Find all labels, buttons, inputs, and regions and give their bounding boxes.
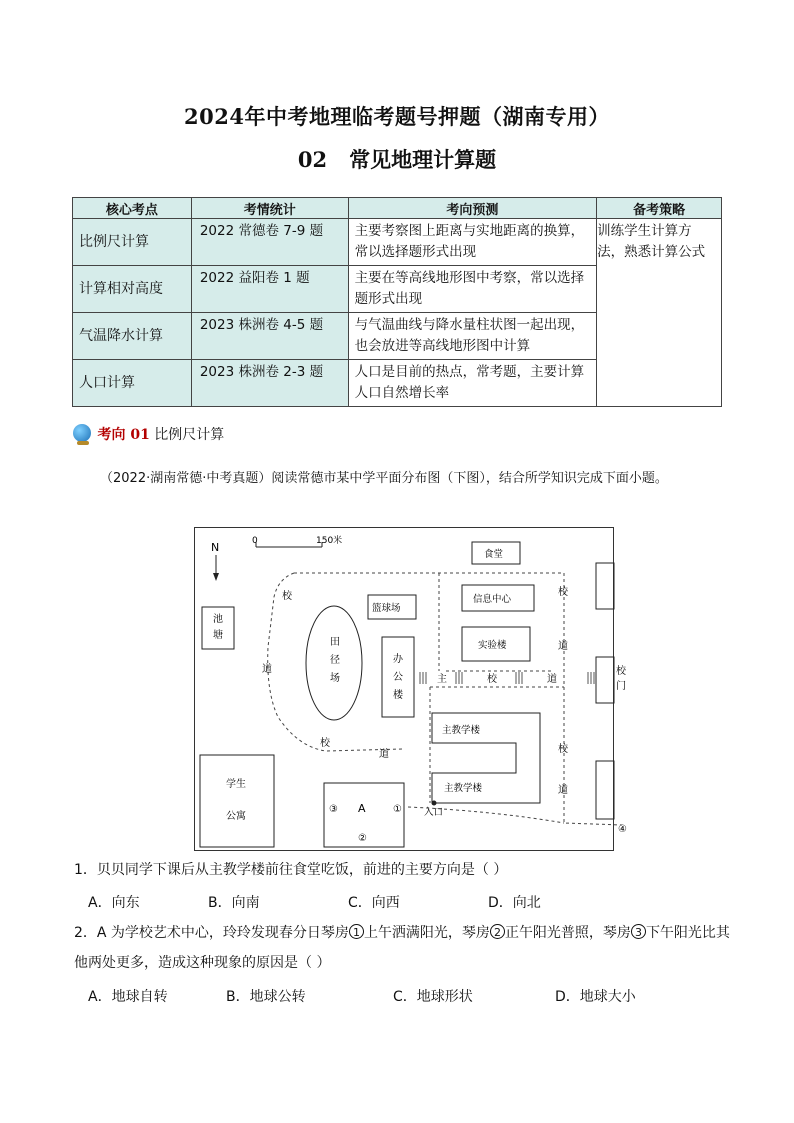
entrance-label: 入口 xyxy=(423,806,443,818)
road-label: 道 xyxy=(557,640,568,652)
forecast-cell: 人口是目前的热点，常考题，主要计算人口自然增长率 xyxy=(348,360,597,407)
stat-cell: 2023 株洲卷 4-5 题 xyxy=(191,313,348,360)
north-arrow xyxy=(211,541,219,581)
road-label: 校 xyxy=(557,743,568,755)
lab-label: 实验楼 xyxy=(477,639,507,651)
school-map xyxy=(194,527,627,851)
table-header-row xyxy=(73,198,722,219)
road-label: 道 xyxy=(378,748,389,760)
main-road xyxy=(420,672,594,685)
question-intro: （2022·湖南常德·中考真题）阅读常德市某中学平面分布图（下图），结合所学知识完成下面小题。 xyxy=(100,471,668,486)
table-header: 考向预测 xyxy=(348,198,597,219)
option-b[interactable]: B．向南 xyxy=(208,895,260,911)
entrance-dot xyxy=(431,800,436,805)
section-title: 比例尺计算 xyxy=(154,427,225,443)
north-label: N xyxy=(210,540,219,554)
option-c[interactable]: C．地球形状 xyxy=(393,989,473,1005)
section-tag: 考向 01 xyxy=(97,427,150,443)
core-point-cell: 比例尺计算 xyxy=(73,219,192,266)
info-center-label: 信息中心 xyxy=(472,593,511,605)
pond-label-1: 池 xyxy=(212,613,223,625)
question-1: 1．贝贝同学下课后从主教学楼前往食堂吃饭，前进的主要方向是（ ） xyxy=(74,862,508,878)
paper-subtitle xyxy=(0,144,794,174)
road-label: 校 xyxy=(319,737,330,749)
globe-icon xyxy=(73,424,91,442)
east-building-top xyxy=(596,563,614,609)
office-label-1: 办 xyxy=(392,653,403,665)
option-c[interactable]: C．向西 xyxy=(348,895,400,911)
piano-room-marker-3: 3 xyxy=(631,924,646,939)
question-2 xyxy=(74,918,740,978)
piano-room-3: ③ xyxy=(328,803,338,815)
student-dorm xyxy=(200,755,274,847)
main-road-label-2: 校 xyxy=(486,673,497,685)
gate-label-2: 门 xyxy=(615,680,626,692)
q2-text-d: 下午阳光比其他两处更多，造成这种现象的原因是（ ） xyxy=(74,925,730,971)
option-a[interactable]: A．向东 xyxy=(88,895,140,911)
option-d[interactable]: D．向北 xyxy=(488,895,541,911)
forecast-cell: 主要考察图上距离与实地距离的换算，常以选择题形式出现 xyxy=(348,219,597,266)
pond-label-2: 塘 xyxy=(212,629,223,641)
teaching-label-2: 主教学楼 xyxy=(443,782,482,794)
section-heading xyxy=(73,424,224,444)
road-label: 道 xyxy=(557,784,568,796)
piano-room-2: ② xyxy=(357,832,367,844)
core-point-cell: 气温降水计算 xyxy=(73,313,192,360)
scale-bar xyxy=(252,534,342,547)
option-a[interactable]: A．地球自转 xyxy=(88,989,168,1005)
table-header: 考情统计 xyxy=(191,198,348,219)
main-road-label-3: 道 xyxy=(546,673,557,685)
road-label: 校 xyxy=(281,590,292,602)
core-point-cell: 计算相对高度 xyxy=(73,266,192,313)
piano-room-1: ① xyxy=(392,803,402,815)
gate-label-1: 校 xyxy=(615,665,626,677)
piano-room-marker-1: 1 xyxy=(349,924,364,939)
road-label: 校 xyxy=(557,586,568,598)
scale-end-label: 150米 xyxy=(315,535,342,546)
dorm-label-1: 学生 xyxy=(225,778,246,790)
track-label-1: 田 xyxy=(329,636,340,648)
road-label: 道 xyxy=(261,663,272,675)
school-gate xyxy=(596,657,614,703)
scale-start-label: 0 xyxy=(251,535,258,546)
option-b[interactable]: B．地球公转 xyxy=(226,989,306,1005)
main-road-label-1: 主 xyxy=(436,673,447,685)
teaching-label-1: 主教学楼 xyxy=(441,724,480,736)
canteen-label: 食堂 xyxy=(483,548,503,560)
forecast-cell: 主要在等高线地形图中考察，常以选择题形式出现 xyxy=(348,266,597,313)
east-building-bottom xyxy=(596,761,614,819)
option-d[interactable]: D．地球大小 xyxy=(555,989,636,1005)
office-label-2: 公 xyxy=(392,671,403,683)
table-header: 备考策略 xyxy=(597,198,722,219)
core-point-cell: 人口计算 xyxy=(73,360,192,407)
subtitle-number: 02 xyxy=(297,147,328,172)
q2-text-b: 上午洒满阳光，琴房 xyxy=(363,925,490,941)
q2-text-c: 正午阳光普照，琴房 xyxy=(504,925,631,941)
basketball-label: 篮球场 xyxy=(371,602,401,614)
subtitle-text: 常见地理计算题 xyxy=(349,147,497,172)
piano-room-marker-2: 2 xyxy=(490,924,505,939)
track-label-3: 场 xyxy=(329,672,340,684)
stat-cell: 2023 株洲卷 2-3 题 xyxy=(191,360,348,407)
dorm-label-2: 公寓 xyxy=(225,810,246,822)
office-label-3: 楼 xyxy=(392,689,403,701)
art-center-label: A xyxy=(357,801,366,815)
stat-cell: 2022 益阳卷 1 题 xyxy=(191,266,348,313)
track-label-2: 径 xyxy=(329,654,340,666)
table-row xyxy=(73,219,722,266)
table-header: 核心考点 xyxy=(73,198,192,219)
strategy-cell: 训练学生计算方法，熟悉计算公式 xyxy=(597,219,722,407)
forecast-cell: 与气温曲线与降水量柱状图一起出现，也会放进等高线地形图中计算 xyxy=(348,313,597,360)
exam-plan-table xyxy=(72,197,722,407)
q2-text-a: 2．A 为学校艺术中心，玲玲发现春分日琴房 xyxy=(74,925,349,941)
stat-cell: 2022 常德卷 7-9 题 xyxy=(191,219,348,266)
point-4-label: ④ xyxy=(617,823,627,835)
paper-title: 2024年中考地理临考题号押题（湖南专用） xyxy=(184,104,610,129)
